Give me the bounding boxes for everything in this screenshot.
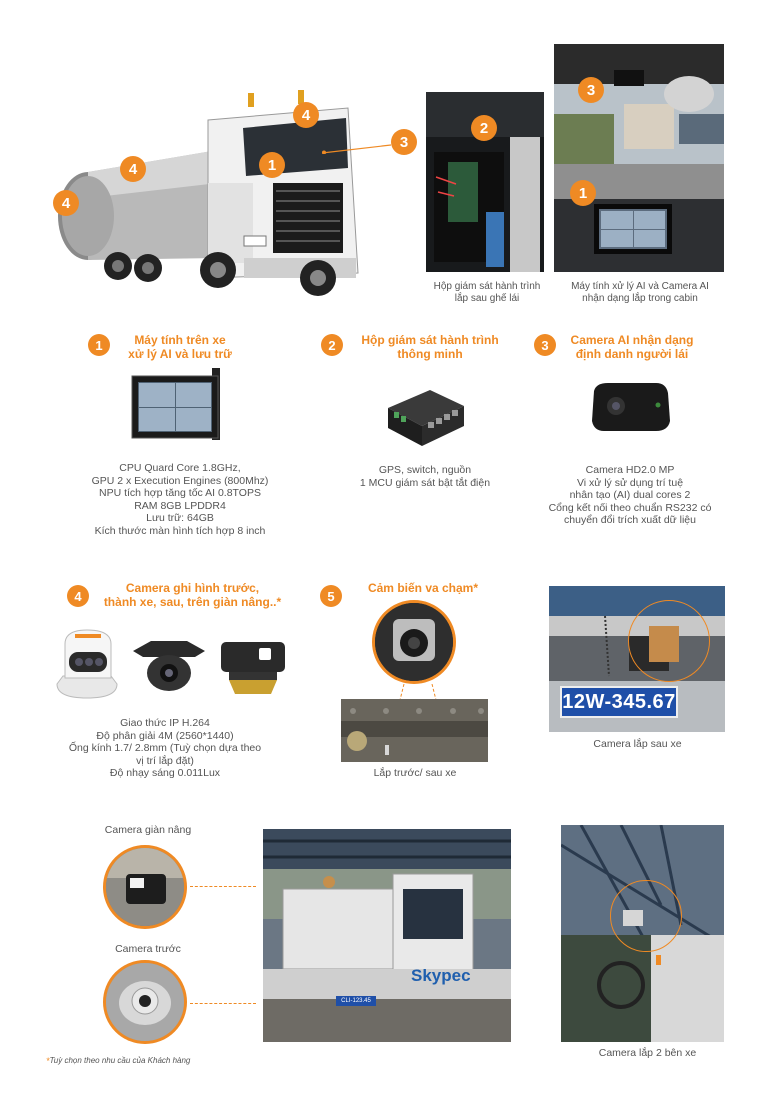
front-camera-label: Camera trước (115, 943, 181, 955)
lift-camera-leader (190, 886, 256, 887)
side-camera-highlight (610, 880, 682, 952)
cabin-photo-caption: Máy tính xử lý AI và Camera AI nhận dạng lắp trong cabin (571, 281, 709, 304)
truck-plate: CLI-123.45 (336, 996, 376, 1006)
feature-4-desc: Giao thức IP H.264 Độ phân giải 4M (2560*1440) Ống kính 1.7/ 2.8mm (Tuỳ chọn dựa theo vị trí lắp đặt) Độ nhạy sáng 0.011Lux (68, 717, 262, 780)
feature-3-badge: 3 (534, 334, 556, 356)
ai-camera-image (586, 381, 674, 433)
footnote (46, 1056, 190, 1066)
box-photo-caption: Hộp giám sát hành trình lắp sau ghế lái (433, 281, 541, 304)
box-camera-image (215, 636, 291, 698)
lift-camera-zoom (103, 845, 187, 929)
truck-badge-3: 3 (391, 129, 417, 155)
truck-badge-4-roof: 4 (293, 102, 319, 128)
bumper-photo (341, 699, 488, 762)
feature-1-desc: CPU Quard Core 1.8GHz, GPU 2 x Execution Engines (800Mhz) NPU tích hợp tăng tốc AI 0.8TOPS RAM 8GB LPDDR4 Lưu trữ: 64GB Kích thước màn hình tích hợp 8 inch (91, 462, 269, 537)
footnote-text: Tuỳ chọn theo nhu cầu của Khách hàng (49, 1056, 191, 1065)
truck-badge-4-rear: 4 (53, 190, 79, 216)
front-camera-leader (190, 1003, 256, 1004)
feature-2-desc: GPS, switch, nguồn 1 MCU giám sát bật tắt điện (359, 464, 491, 489)
truck-badge-1: 1 (259, 152, 285, 178)
feature-5-badge: 5 (320, 585, 342, 607)
rear-camera-highlight (628, 600, 710, 682)
pointer-line (322, 141, 392, 151)
feature-2-title: Hộp giám sát hành trình thông minh (361, 333, 499, 361)
dome-camera-image (53, 624, 121, 702)
side-mount-camera-image (129, 635, 209, 695)
cabin-photo (554, 44, 724, 272)
feature-5-desc: Lắp trước/ sau xe (373, 767, 457, 779)
feature-4-title: Camera ghi hình trước, thành xe, sau, trên giàn nâng..* (103, 581, 282, 609)
feature-4-badge: 4 (67, 585, 89, 607)
truck-brand-logo: Skypec (411, 966, 471, 985)
cabin-photo-badge-1: 1 (570, 180, 596, 206)
license-plate: 12W-345.67 (560, 686, 678, 718)
feature-2-badge: 2 (321, 334, 343, 356)
tanker-truck-illustration (48, 88, 378, 303)
truck-badge-4-side: 4 (120, 156, 146, 182)
rear-camera-caption: Camera lắp sau xe (593, 738, 682, 750)
feature-3-title: Camera AI nhận dạng định danh người lái (570, 333, 694, 361)
feature-3-desc: Camera HD2.0 MP Vi xử lý sử dụng trí tuệ nhân tạo (AI) dual cores 2 Cổng kết nối theo chuẩn RS232 có chuyển đổi trích xuất dữ liệu (548, 464, 712, 527)
cabin-photo-badge-3: 3 (578, 77, 604, 103)
feature-5-title: Cảm biến va chạm* (367, 581, 479, 595)
collision-sensor-zoom (372, 600, 456, 684)
front-camera-zoom (103, 960, 187, 1044)
footnote-mark: * (46, 1056, 50, 1066)
lift-camera-label: Camera giàn nâng (104, 824, 192, 836)
feature-1-title: Máy tính trên xe xử lý AI và lưu trữ (128, 333, 232, 361)
refueler-truck-photo (263, 829, 511, 1042)
car-computer-image (130, 366, 225, 444)
side-camera-caption: Camera lắp 2 bên xe (598, 1047, 697, 1059)
monitoring-box-image (382, 378, 468, 450)
feature-1-badge: 1 (88, 334, 110, 356)
box-photo-badge: 2 (471, 115, 497, 141)
